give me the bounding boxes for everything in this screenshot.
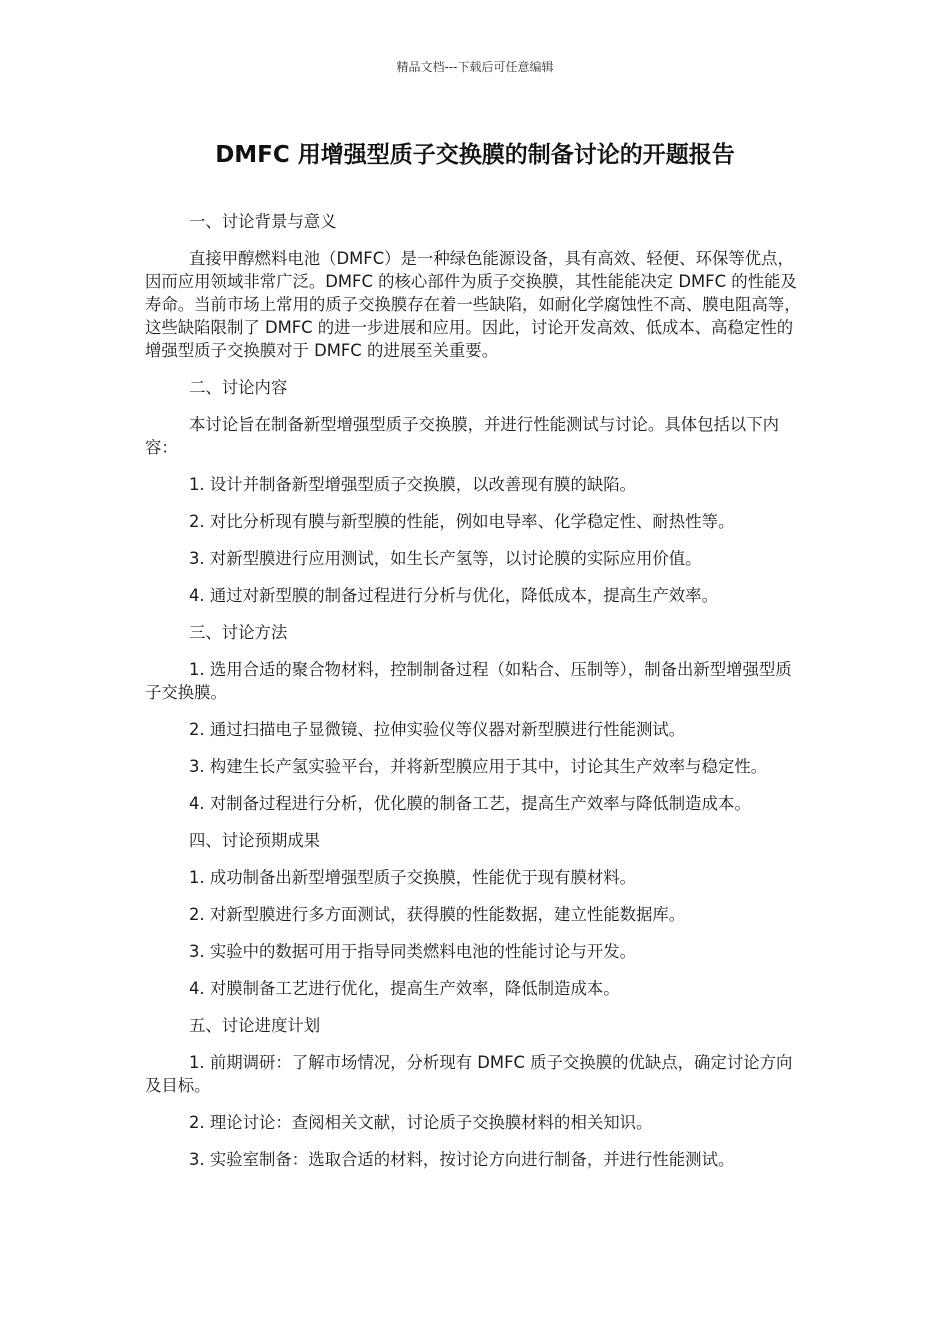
document-title: DMFC 用增强型质子交换膜的制备讨论的开题报告 xyxy=(215,142,735,168)
section-heading-background: 一、讨论背景与意义 xyxy=(189,212,337,231)
method-item-4: 4. 对制备过程进行分析，优化膜的制备工艺，提高生产效率与降低制造成本。 xyxy=(189,794,751,813)
method-item-3: 3. 构建生长产氢实验平台，并将新型膜应用于其中，讨论其生产效率与稳定性。 xyxy=(189,757,768,776)
section-heading-schedule: 五、讨论进度计划 xyxy=(189,1016,321,1035)
schedule-item-3: 3. 实验室制备：选取合适的材料，按讨论方向进行制备，并进行性能测试。 xyxy=(189,1150,735,1169)
schedule-item-2: 2. 理论讨论：查阅相关文献，讨论质子交换膜材料的相关知识。 xyxy=(189,1113,653,1132)
content-item-3: 3. 对新型膜进行应用测试，如生长产氢等，以讨论膜的实际应用价值。 xyxy=(189,549,702,568)
outcome-item-4: 4. 对膜制备工艺进行优化，提高生产效率，降低制造成本。 xyxy=(189,979,620,998)
content-item-4: 4. 通过对新型膜的制备过程进行分析与优化，降低成本，提高生产效率。 xyxy=(189,586,718,605)
content-item-2: 2. 对比分析现有膜与新型膜的性能，例如电导率、化学稳定性、耐热性等。 xyxy=(189,512,735,531)
method-item-1: 1. 选用合适的聚合物材料，控制制备过程（如粘合、压制等），制备出新型增强型质子交换膜。 xyxy=(145,660,792,702)
outcome-item-1: 1. 成功制备出新型增强型质子交换膜，性能优于现有膜材料。 xyxy=(189,868,637,887)
paragraph-background: 直接甲醇燃料电池（DMFC）是一种绿色能源设备，具有高效、轻便、环保等优点，因而应用领域非常广泛。DMFC 的核心部件为质子交换膜，其性能能决定 DMFC 的性能及寿命。当前市场上常用的质子交换膜存在着一些缺陷，如耐化学腐蚀性不高、膜电阻高等，这些缺陷限制了 DMFC 的进一步进展和应用。因此，讨论开发高效、低成本、高稳定性的增强型质子交换膜对于 DMFC 的进展至关重要。 xyxy=(145,249,801,360)
method-item-2: 2. 通过扫描电子显微镜、拉伸实验仪等仪器对新型膜进行性能测试。 xyxy=(189,720,686,739)
outcome-item-3: 3. 实验中的数据可用于指导同类燃料电池的性能讨论与开发。 xyxy=(189,942,637,961)
content-item-1: 1. 设计并制备新型增强型质子交换膜，以改善现有膜的缺陷。 xyxy=(189,475,637,494)
section-heading-methods: 三、讨论方法 xyxy=(189,623,288,642)
schedule-item-1: 1. 前期调研：了解市场情况，分析现有 DMFC 质子交换膜的优缺点，确定讨论方向及目标。 xyxy=(145,1053,793,1095)
document-body xyxy=(145,210,807,1171)
header-note: 精品文档---下载后可任意编辑 xyxy=(396,60,554,74)
section-heading-content: 二、讨论内容 xyxy=(189,378,288,397)
paragraph-content-intro: 本讨论旨在制备新型增强型质子交换膜，并进行性能测试与讨论。具体包括以下内容： xyxy=(145,415,780,457)
section-heading-outcomes: 四、讨论预期成果 xyxy=(189,831,321,850)
outcome-item-2: 2. 对新型膜进行多方面测试，获得膜的性能数据，建立性能数据库。 xyxy=(189,905,686,924)
